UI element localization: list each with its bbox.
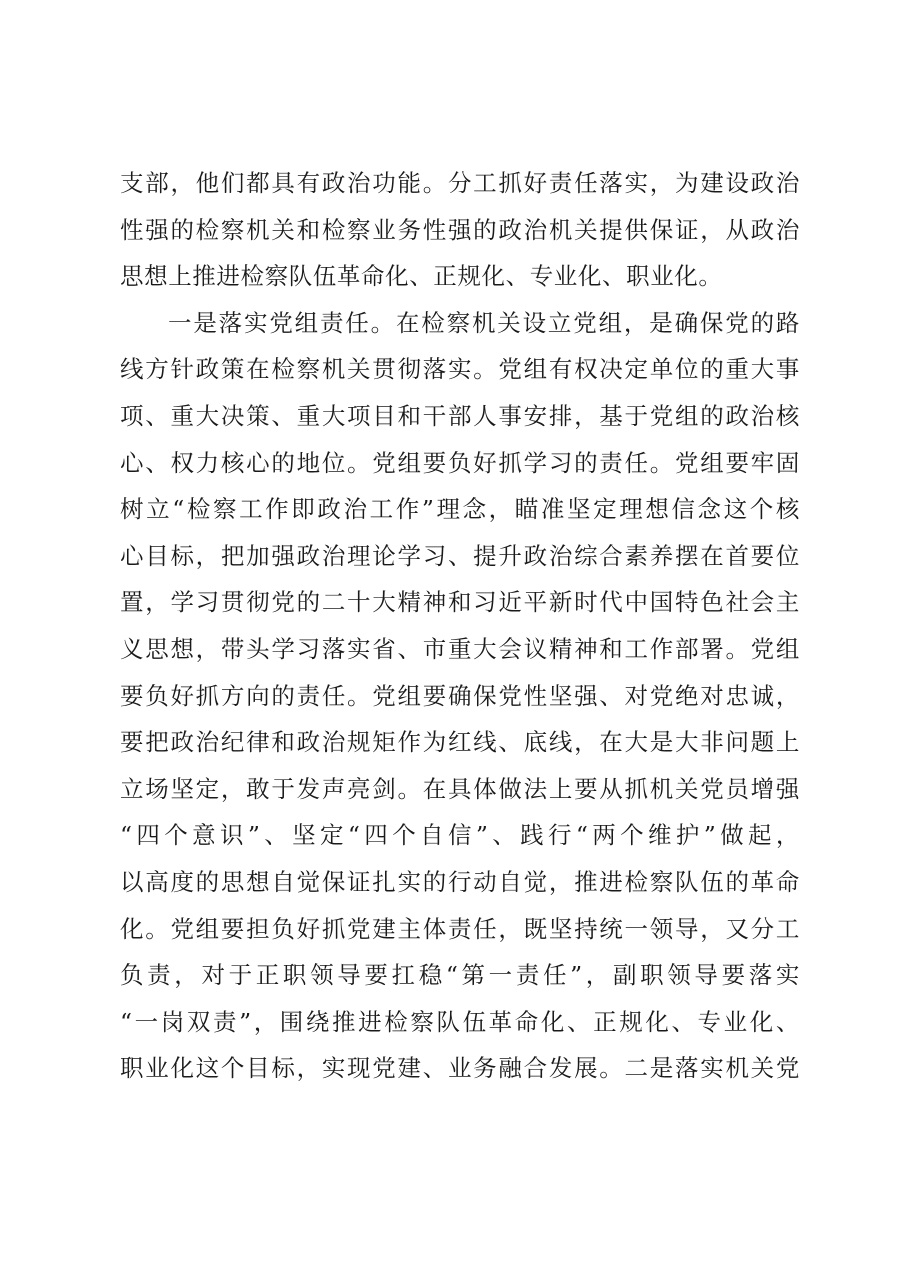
text-line: 支部，他们都具有政治功能。分工抓好责任落实，为建设政治 [120,169,800,197]
text-line: 立场坚定，敢于发声亮剑。在具体做法上要从抓机关党员增强 [120,774,800,803]
text-line: 思想上推进检察队伍革命化、正规化、专业化、职业化。 [120,262,723,291]
text-line: 职业化这个目标，实现党建、业务融合发展。二是落实机关党 [120,1054,800,1083]
text-line: “一岗双责”，围绕推进检察队伍革命化、正规化、专业化、 [120,1007,800,1036]
text-line: 置，学习贯彻党的二十大精神和习近平新时代中国特色社会主 [120,588,800,617]
text-line: 心目标，把加强政治理论学习、提升政治综合素养摆在首要位 [120,541,800,570]
text-line: 线方针政策在检察机关贯彻落实。党组有权决定单位的重大事 [120,355,800,384]
text-line: 化。党组要担负好抓党建主体责任，既坚持统一领导，又分工 [120,914,800,943]
text-line: 以高度的思想自觉保证扎实的行动自觉，推进检察队伍的革命 [120,867,800,896]
text-line: 性强的检察机关和检察业务性强的政治机关提供保证，从政治 [120,215,800,244]
text-line: “四个意识”、坚定“四个自信”、践行“两个维护”做起， [120,821,800,850]
text-line: 一是落实党组责任。在检察机关设立党组，是确保党的路 [168,308,800,337]
text-line: 要负好抓方向的责任。党组要确保党性坚强、对党绝对忠诚， [120,681,800,710]
text-line: 义思想，带头学习落实省、市重大会议精神和工作部署。党组 [120,634,800,663]
text-line: 心、权力核心的地位。党组要负好抓学习的责任。党组要牢固 [120,448,800,477]
text-line: 要把政治纪律和政治规矩作为红线、底线，在大是大非问题上 [120,728,800,757]
text-line: 项、重大决策、重大项目和干部人事安排，基于党组的政治核 [120,401,800,430]
document-body [120,160,800,1092]
text-line: 负责，对于正职领导要扛稳“第一责任”，副职领导要落实 [120,961,800,990]
text-line: 树立“检察工作即政治工作”理念，瞄准坚定理想信念这个核 [120,495,800,524]
